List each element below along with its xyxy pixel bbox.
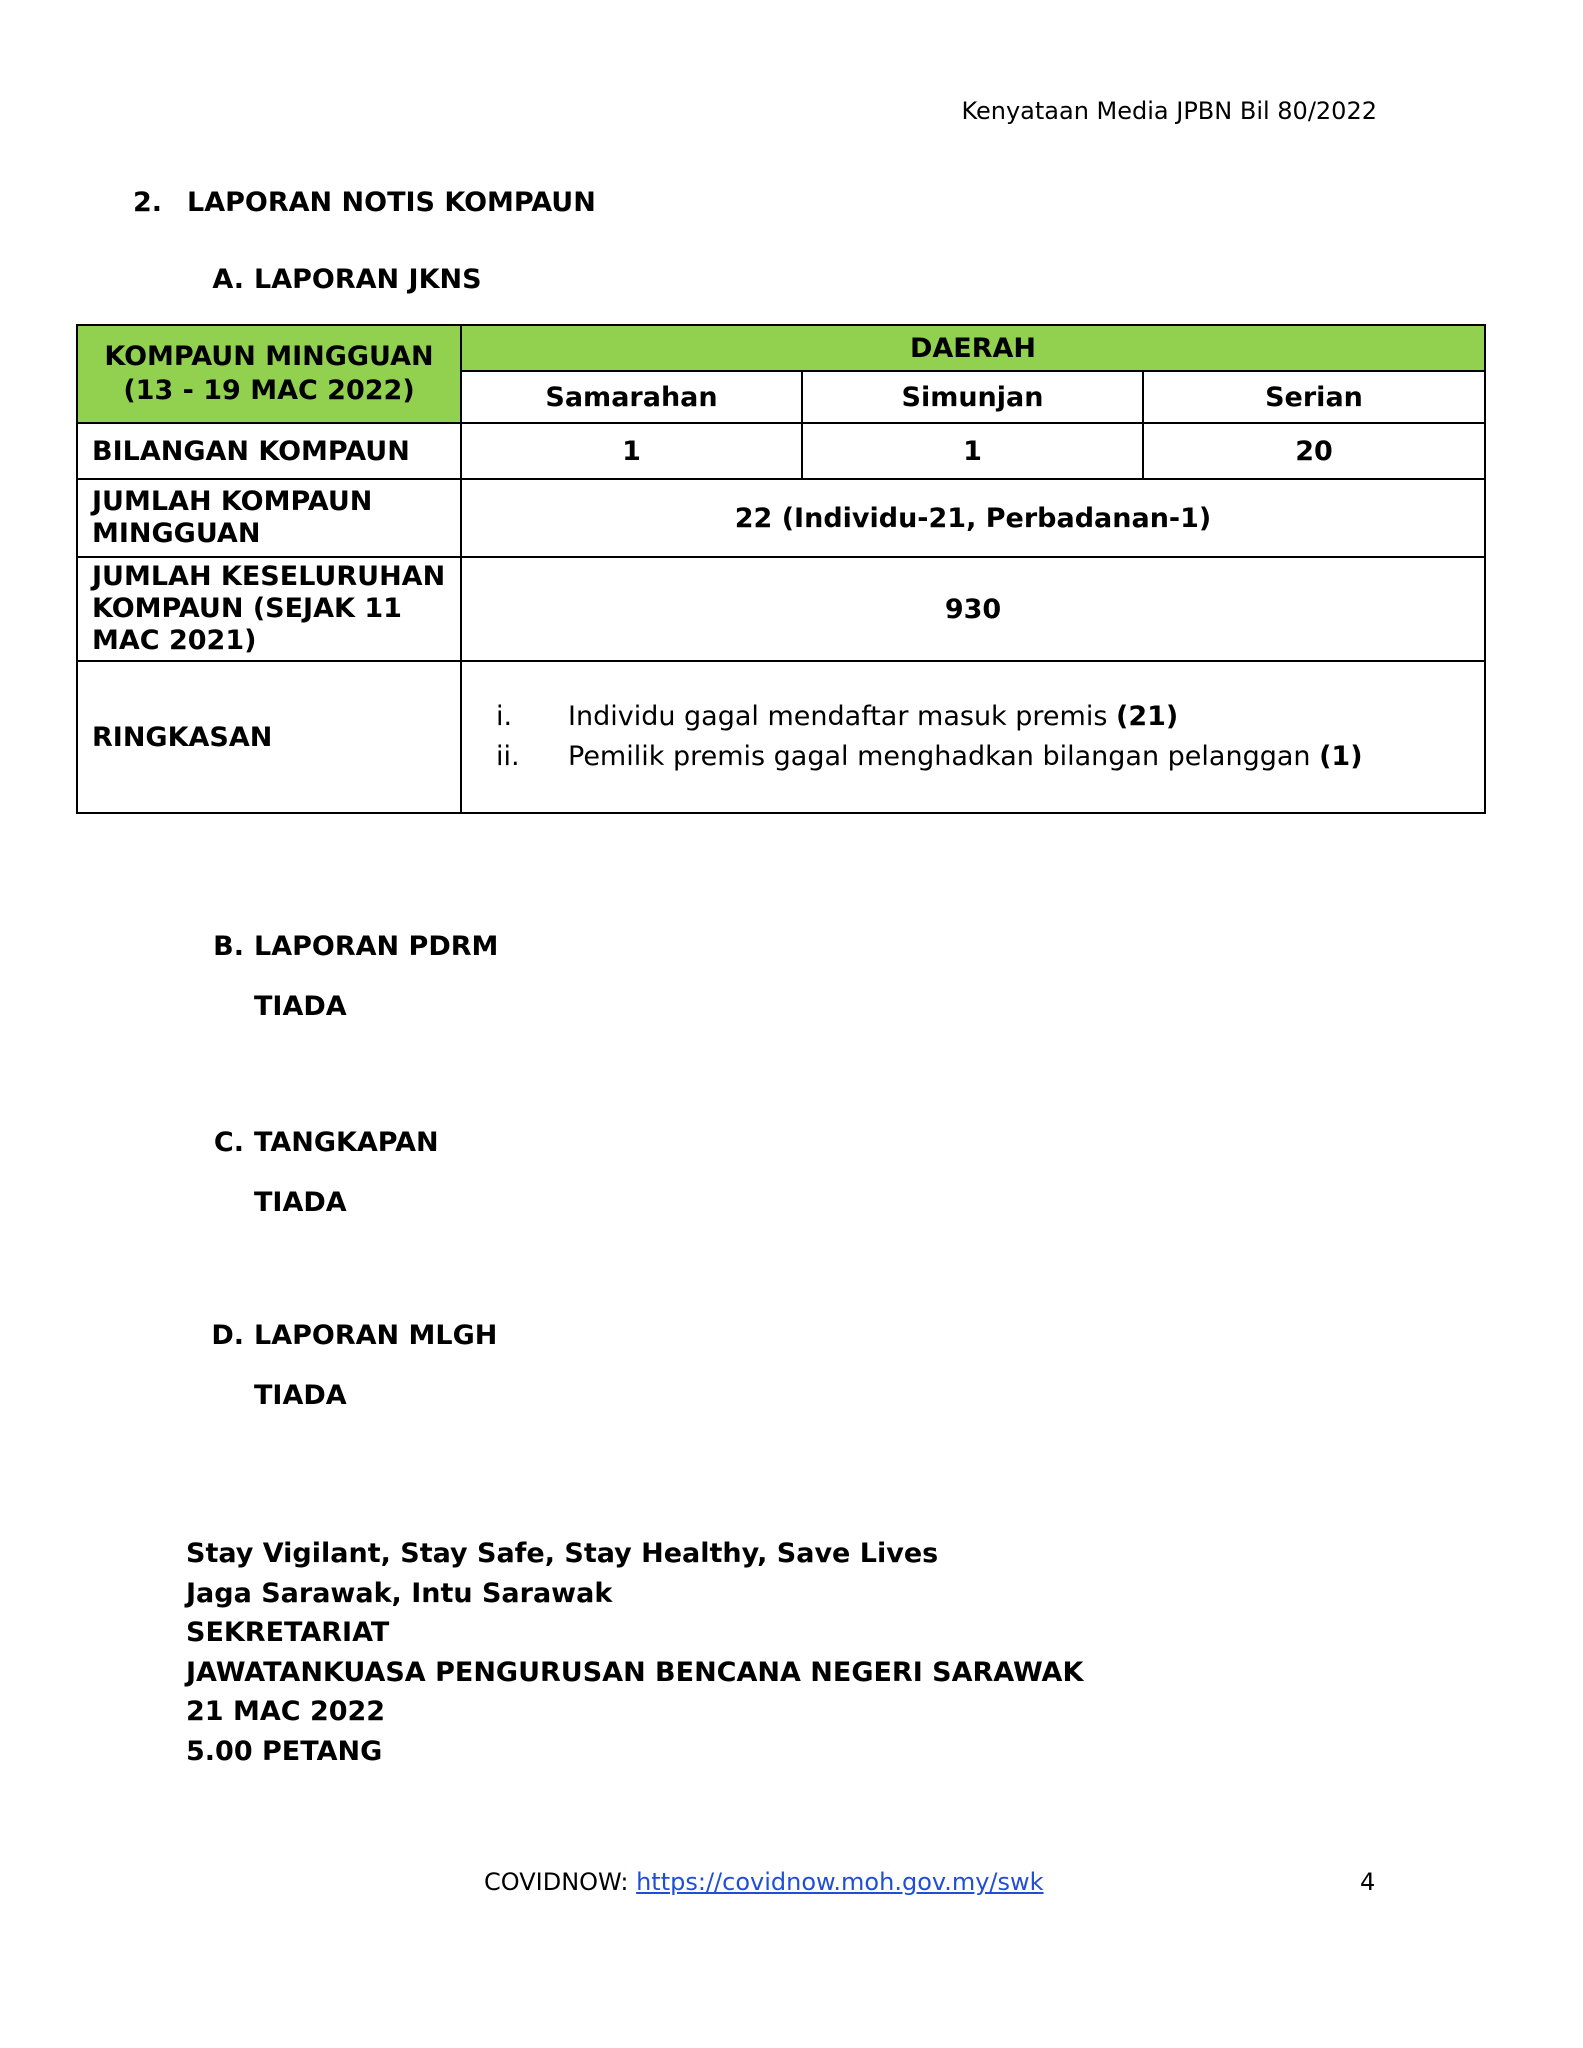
subsection-d-letter: D. [211, 1320, 244, 1351]
section-title: LAPORAN NOTIS KOMPAUN [187, 187, 596, 218]
covidnow-link[interactable]: https://covidnow.moh.gov.my/swk [636, 1868, 1044, 1896]
subsection-c-letter: C. [213, 1127, 244, 1158]
list-item-text: Pemilik premis gagal menghadkan bilangan pelanggan (1) [568, 741, 1363, 772]
row-label-ringkasan: RINGKASAN [77, 661, 461, 813]
subsection-b-title: LAPORAN PDRM [254, 931, 499, 962]
closing-secretariat: SEKRETARIAT [186, 1617, 390, 1648]
table-corner-header [77, 325, 461, 423]
closing-slogan: Stay Vigilant, Stay Safe, Stay Healthy, Save Lives [186, 1538, 939, 1569]
table-row [77, 557, 1485, 661]
closing-date: 21 MAC 2022 [186, 1696, 386, 1727]
subsection-d-title: LAPORAN MLGH [254, 1320, 498, 1351]
section-number: 2. [133, 187, 163, 218]
list-item-number: i. [496, 701, 513, 732]
row-label-jumlah-keseluruhan: JUMLAH KESELURUHAN KOMPAUN (SEJAK 11 MAC 2021) [77, 557, 461, 661]
district-simunjan: Simunjan [802, 371, 1143, 423]
kompaun-table [76, 324, 1486, 814]
ringkasan-list [476, 697, 1470, 777]
subsection-b-heading [196, 931, 498, 962]
list-item-number: ii. [496, 741, 520, 772]
bilangan-serian: 20 [1143, 423, 1485, 479]
closing-block [186, 1534, 1083, 1771]
jumlah-mingguan-value: 22 (Individu-21, Perbadanan-1) [461, 479, 1485, 557]
district-serian: Serian [1143, 371, 1485, 423]
footer-label: COVIDNOW: [484, 1868, 637, 1896]
row-label-jumlah-mingguan: JUMLAH KOMPAUN MINGGUAN [77, 479, 461, 557]
page-number: 4 [1360, 1868, 1376, 1896]
jumlah-keseluruhan-value: 930 [461, 557, 1485, 661]
closing-committee: JAWATANKUASA PENGURUSAN BENCANA NEGERI SARAWAK [186, 1656, 1084, 1688]
section-heading [133, 187, 596, 218]
closing-tagline: Jaga Sarawak, Intu Sarawak [186, 1577, 613, 1609]
daerah-header: DAERAH [461, 325, 1485, 371]
row-label-bilangan: BILANGAN KOMPAUN [77, 423, 461, 479]
subsection-c-status: TIADA [254, 1187, 347, 1218]
document-reference: Kenyataan Media JPBN Bil 80/2022 [961, 97, 1377, 125]
bilangan-simunjan: 1 [802, 423, 1143, 479]
subsection-d-heading [196, 1320, 497, 1351]
corner-line-2: (13 - 19 MAC 2022) [123, 375, 415, 406]
table-row [77, 479, 1485, 557]
table-row [77, 423, 1485, 479]
list-item-text: Individu gagal mendaftar masuk premis (21) [568, 701, 1179, 732]
subsection-a-title: LAPORAN JKNS [254, 264, 482, 295]
subsection-c-heading [196, 1127, 439, 1158]
corner-line-1: KOMPAUN MINGGUAN [104, 341, 434, 372]
subsection-b-letter: B. [213, 931, 244, 962]
subsection-a-letter: A. [212, 264, 244, 295]
district-samarahan: Samarahan [461, 371, 802, 423]
bilangan-samarahan: 1 [461, 423, 802, 479]
subsection-d-status: TIADA [254, 1380, 347, 1411]
list-item [476, 737, 1470, 777]
closing-time: 5.00 PETANG [186, 1735, 383, 1767]
footer [484, 1868, 1044, 1896]
table-row [77, 661, 1485, 813]
list-item [476, 697, 1470, 737]
subsection-c-title: TANGKAPAN [254, 1127, 439, 1158]
subsection-a-heading [196, 264, 482, 295]
subsection-b-status: TIADA [254, 991, 347, 1022]
ringkasan-content [461, 661, 1485, 813]
